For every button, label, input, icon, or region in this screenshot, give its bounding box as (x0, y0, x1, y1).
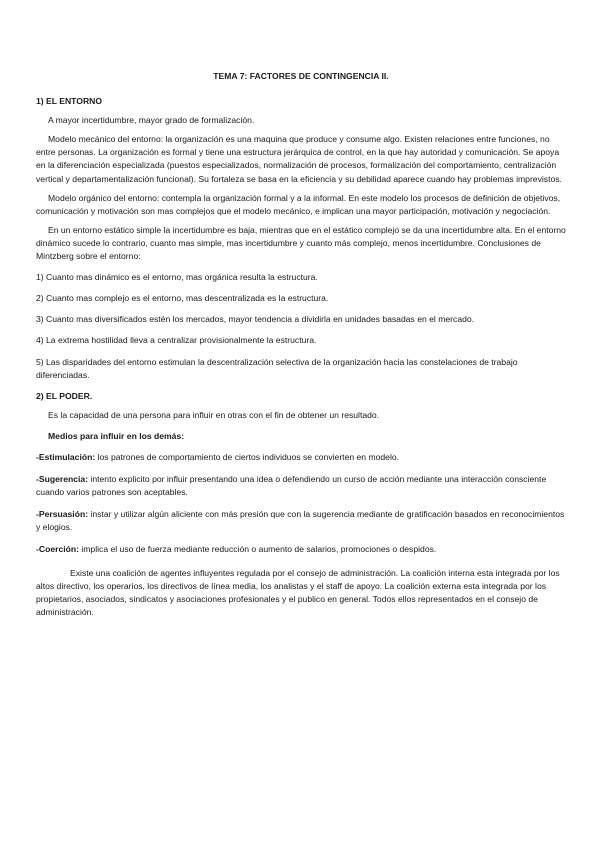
list-item: 4) La extrema hostilidad lleva a centralizar provisionalmente la estructura. (36, 335, 317, 346)
paragraph: Modelo mecánico del entorno: la organización es una maquina que produce y consume algo. Existen relaciones entre funciones, no entre personas. La organización es formal y tiene una estructura jerárquica de control, en la que hay autoridad y comunicación. Se apoya en la diferenciación especializada (puestos especializados, normalización de procesos, formalización del comportamiento, centralización vertical y departamentalización funcional). Su fortaleza se basa en la eficiencia y su debilidad aparece cuando hay problemas imprevistos. (36, 134, 562, 184)
document-title: TEMA 7: FACTORES DE CONTINGENCIA II. (213, 71, 389, 81)
means-label: -Sugerencia: (36, 474, 89, 485)
means-item (36, 473, 566, 499)
means-item (36, 508, 566, 534)
paragraph: Es la capacidad de una persona para influir en otras con el fin de obtener un resultado. (48, 409, 380, 420)
list-item: 3) Cuanto mas diversificados estén los mercados, mayor tendencia a dividirla en unidades basadas en el mercado. (36, 314, 475, 325)
means-item (36, 451, 566, 464)
means-label: -Coerción: (36, 544, 79, 555)
means-text: los patrones de comportamiento de ciertos individuos se convierten en modelo. (95, 451, 400, 462)
paragraph: En un entorno estático simple la incertidumbre es baja, mientras que en el estático complejo se da una incertidumbre alta. En el entorno dinámico sucede lo contrario, cuanto mas simple, mas incertidumbre y cuanto más complejo, menos incertidumbre. Conclusiones de Mintzberg sobre el entorno: (36, 224, 566, 262)
means-text: intento explicito por influir presentando una idea o defendiendo un curso de acción mediante una interacción consciente cuando varios patrones son aceptables. (36, 474, 547, 498)
means-text: instar y utilizar algún aliciente con más presión que con la sugerencia mediante de gratificación basados en reconocimientos y elogios. (36, 509, 565, 533)
section-heading-entorno: 1) EL ENTORNO (36, 96, 103, 107)
list-item: 1) Cuanto mas dinámico es el entorno, mas orgánica resulta la estructura. (36, 272, 318, 283)
paragraph: Modelo orgánico del entorno: contempla la organización formal y a la informal. En este modelo los procesos de definición de objetivos, comunicación y motivación son mas complejos que el modelo mecánico, e implican una mayor participación, motivación y negociación. (36, 192, 561, 216)
document-page (36, 70, 566, 625)
paragraph: Existe una coalición de agentes influyentes regulada por el consejo de administración. La coalición interna esta integrada por los altos directivo, los operarios, los directivos de línea media, los analistas y el staff de apoyo. La coalición externa esta integrada por los propietarios, asociados, sindicatos y asociaciones profesionales y el publico en general. Todos ellos representados en el consejo de administración. (36, 567, 560, 617)
means-label: -Persuasión: (36, 509, 89, 520)
list-item: 5) Las disparidades del entorno estimulan la descentralización selectiva de la organización hacia las constelaciones de trabajo diferenciadas. (36, 356, 518, 380)
means-label: -Estimulación: (36, 451, 96, 462)
list-item: 2) Cuanto mas complejo es el entorno, mas descentralizada es la estructura. (36, 293, 329, 304)
means-text: implica el uso de fuerza mediante reducción o aumento de salarios, promociones o despidos. (78, 544, 437, 555)
section-heading-poder: 2) EL PODER. (36, 390, 93, 401)
means-heading: Medios para influir en los demás: (48, 430, 185, 441)
paragraph: A mayor incertidumbre, mayor grado de formalización. (48, 115, 255, 126)
means-item (36, 543, 566, 556)
